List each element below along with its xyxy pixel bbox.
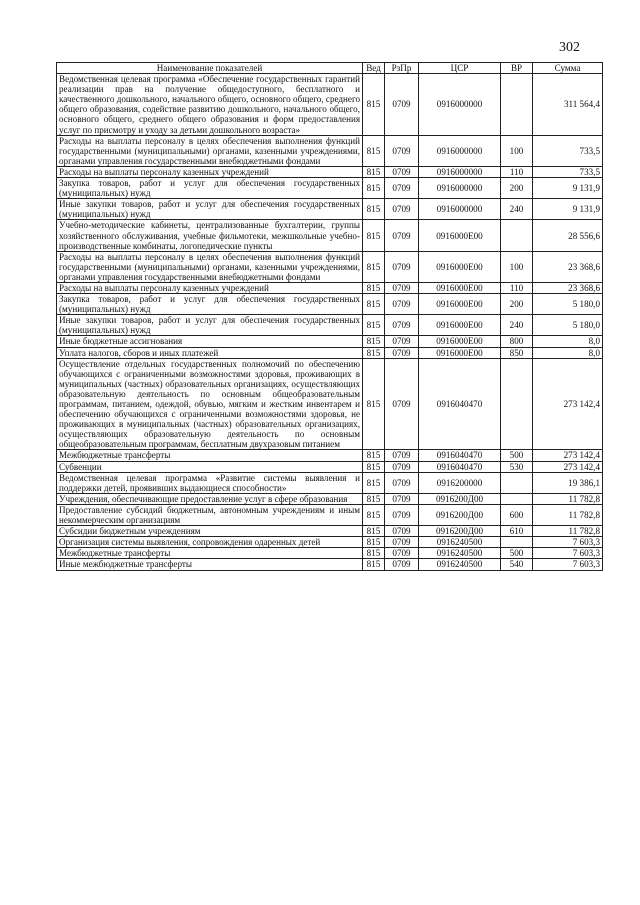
header-ved: Вед	[363, 63, 385, 74]
table-row	[57, 135, 603, 166]
cell-rzpr: 0709	[385, 294, 419, 315]
cell-sum: 733,5	[533, 166, 603, 177]
cell-name: Иные закупки товаров, работ и услуг для обеспечения государственных (муниципальных) нужд	[57, 315, 363, 336]
cell-rzpr: 0709	[385, 199, 419, 220]
cell-rzpr: 0709	[385, 251, 419, 282]
cell-csr: 0916000000	[419, 166, 501, 177]
cell-ved: 815	[363, 74, 385, 136]
cell-rzpr: 0709	[385, 504, 419, 525]
cell-sum: 273 142,4	[533, 461, 603, 472]
cell-sum: 23 368,6	[533, 251, 603, 282]
cell-csr: 0916000Е00	[419, 315, 501, 336]
cell-sum: 733,5	[533, 135, 603, 166]
cell-name: Иные бюджетные ассигнования	[57, 336, 363, 347]
cell-sum: 11 782,8	[533, 504, 603, 525]
cell-ved: 815	[363, 358, 385, 450]
cell-name: Учебно-методические кабинеты, централизованные бухгалтерии, группы хозяйственного обслуживания, учебные фильмотеки, межшкольные учебно-производственные комбинаты, логопедические пункты	[57, 220, 363, 251]
cell-csr: 0916200Д00	[419, 493, 501, 504]
cell-rzpr: 0709	[385, 461, 419, 472]
cell-sum: 7 603,3	[533, 548, 603, 559]
cell-vr: 600	[501, 504, 533, 525]
cell-ved: 815	[363, 450, 385, 461]
table-row	[57, 166, 603, 177]
cell-ved: 815	[363, 166, 385, 177]
cell-sum: 311 564,4	[533, 74, 603, 136]
cell-csr: 0916000Е00	[419, 282, 501, 293]
cell-csr: 0916200000	[419, 472, 501, 493]
cell-sum: 19 386,1	[533, 472, 603, 493]
cell-name: Расходы на выплаты персоналу казенных учреждений	[57, 282, 363, 293]
cell-csr: 0916000000	[419, 135, 501, 166]
table-row	[57, 450, 603, 461]
cell-sum: 11 782,8	[533, 493, 603, 504]
cell-csr: 0916040470	[419, 450, 501, 461]
cell-vr: 610	[501, 526, 533, 537]
cell-vr: 850	[501, 347, 533, 358]
table-row	[57, 347, 603, 358]
cell-rzpr: 0709	[385, 74, 419, 136]
cell-ved: 815	[363, 526, 385, 537]
cell-sum: 273 142,4	[533, 450, 603, 461]
cell-vr: 200	[501, 294, 533, 315]
cell-rzpr: 0709	[385, 493, 419, 504]
cell-rzpr: 0709	[385, 537, 419, 548]
cell-name: Межбюджетные трансферты	[57, 548, 363, 559]
cell-csr: 0916000000	[419, 178, 501, 199]
cell-rzpr: 0709	[385, 358, 419, 450]
cell-csr: 0916040470	[419, 358, 501, 450]
cell-vr	[501, 493, 533, 504]
cell-sum: 7 603,3	[533, 559, 603, 570]
cell-csr: 0916240500	[419, 537, 501, 548]
header-sum: Сумма	[533, 63, 603, 74]
cell-sum: 9 131,9	[533, 199, 603, 220]
cell-ved: 815	[363, 336, 385, 347]
cell-name: Расходы на выплаты персоналу в целях обеспечения выполнения функций государственными (муниципальными) органами, казенными учреждениями, органами управления государственными внебюджетными фондами	[57, 251, 363, 282]
header-vr: ВР	[501, 63, 533, 74]
cell-name: Иные закупки товаров, работ и услуг для обеспечения государственных (муниципальных) нужд	[57, 199, 363, 220]
cell-csr: 0916000Е00	[419, 220, 501, 251]
table-row	[57, 537, 603, 548]
cell-ved: 815	[363, 315, 385, 336]
cell-rzpr: 0709	[385, 178, 419, 199]
cell-vr	[501, 472, 533, 493]
cell-name: Межбюджетные трансферты	[57, 450, 363, 461]
table-body	[57, 74, 603, 570]
cell-vr	[501, 537, 533, 548]
table-row	[57, 336, 603, 347]
cell-vr: 500	[501, 548, 533, 559]
cell-csr: 0916000Е00	[419, 347, 501, 358]
cell-name: Субсидии бюджетным учреждениям	[57, 526, 363, 537]
table-row	[57, 74, 603, 136]
cell-name: Учреждения, обеспечивающие предоставление услуг в сфере образования	[57, 493, 363, 504]
cell-csr: 0916240500	[419, 559, 501, 570]
cell-name: Расходы на выплаты персоналу в целях обеспечения выполнения функций государственными (муниципальными) органами, казенными учреждениями, органами управления государственными внебюджетными фондами	[57, 135, 363, 166]
cell-ved: 815	[363, 461, 385, 472]
cell-csr: 0916000Е00	[419, 251, 501, 282]
cell-name: Уплата налогов, сборов и иных платежей	[57, 347, 363, 358]
cell-rzpr: 0709	[385, 315, 419, 336]
cell-ved: 815	[363, 220, 385, 251]
cell-name: Закупка товаров, работ и услуг для обеспечения государственных (муниципальных) нужд	[57, 178, 363, 199]
cell-name: Расходы на выплаты персоналу казенных учреждений	[57, 166, 363, 177]
header-csr: ЦСР	[419, 63, 501, 74]
table-row	[57, 251, 603, 282]
cell-rzpr: 0709	[385, 559, 419, 570]
cell-csr: 0916000000	[419, 199, 501, 220]
cell-csr: 0916200Д00	[419, 504, 501, 525]
cell-vr: 200	[501, 178, 533, 199]
cell-vr: 110	[501, 282, 533, 293]
cell-vr: 100	[501, 251, 533, 282]
cell-ved: 815	[363, 347, 385, 358]
table-row	[57, 294, 603, 315]
cell-name: Организация системы выявления, сопровождения одаренных детей	[57, 537, 363, 548]
cell-vr: 110	[501, 166, 533, 177]
cell-name: Закупка товаров, работ и услуг для обеспечения государственных (муниципальных) нужд	[57, 294, 363, 315]
cell-sum: 7 603,3	[533, 537, 603, 548]
table-row	[57, 282, 603, 293]
cell-rzpr: 0709	[385, 336, 419, 347]
table-row	[57, 548, 603, 559]
cell-rzpr: 0709	[385, 282, 419, 293]
cell-name: Ведомственная целевая программа «Развитие системы выявления и поддержки детей, проявивших выдающиеся способности»	[57, 472, 363, 493]
cell-vr: 100	[501, 135, 533, 166]
cell-sum: 8,0	[533, 336, 603, 347]
cell-sum: 8,0	[533, 347, 603, 358]
cell-ved: 815	[363, 559, 385, 570]
cell-rzpr: 0709	[385, 472, 419, 493]
header-name: Наименование показателей	[57, 63, 363, 74]
cell-rzpr: 0709	[385, 548, 419, 559]
table-header-row	[57, 63, 603, 74]
cell-vr	[501, 74, 533, 136]
cell-name: Предоставление субсидий бюджетным, автономным учреждениям и иным некоммерческим организациям	[57, 504, 363, 525]
cell-ved: 815	[363, 135, 385, 166]
cell-name: Иные межбюджетные трансферты	[57, 559, 363, 570]
cell-ved: 815	[363, 504, 385, 525]
table-row	[57, 559, 603, 570]
cell-rzpr: 0709	[385, 526, 419, 537]
budget-table	[56, 62, 603, 571]
cell-vr: 240	[501, 315, 533, 336]
cell-ved: 815	[363, 472, 385, 493]
cell-rzpr: 0709	[385, 166, 419, 177]
cell-ved: 815	[363, 548, 385, 559]
cell-vr: 530	[501, 461, 533, 472]
cell-sum: 5 180,0	[533, 294, 603, 315]
table-row	[57, 220, 603, 251]
cell-ved: 815	[363, 282, 385, 293]
cell-sum: 9 131,9	[533, 178, 603, 199]
table-row	[57, 472, 603, 493]
cell-ved: 815	[363, 493, 385, 504]
cell-csr: 0916000Е00	[419, 294, 501, 315]
cell-sum: 28 556,6	[533, 220, 603, 251]
cell-vr	[501, 358, 533, 450]
cell-csr: 0916000000	[419, 74, 501, 136]
cell-rzpr: 0709	[385, 220, 419, 251]
cell-ved: 815	[363, 537, 385, 548]
table-row	[57, 493, 603, 504]
cell-ved: 815	[363, 251, 385, 282]
cell-ved: 815	[363, 294, 385, 315]
cell-vr: 540	[501, 559, 533, 570]
table-row	[57, 461, 603, 472]
cell-csr: 0916200Д00	[419, 526, 501, 537]
cell-rzpr: 0709	[385, 450, 419, 461]
cell-sum: 5 180,0	[533, 315, 603, 336]
cell-csr: 0916240500	[419, 548, 501, 559]
header-rzpr: РзПр	[385, 63, 419, 74]
cell-vr: 240	[501, 199, 533, 220]
table-row	[57, 526, 603, 537]
cell-ved: 815	[363, 178, 385, 199]
cell-name: Ведомственная целевая программа «Обеспечение государственных гарантий реализации прав на получение общедоступного, бесплатного и качественного дошкольного, начального общего, основного общего, среднего общего образования, содействие развитию дошкольного, начального общего, основного общего, среднего общего образования и форм предоставления услуг по присмотру и уходу за детьми дошкольного возраста»	[57, 74, 363, 136]
cell-sum: 11 782,8	[533, 526, 603, 537]
table-row	[57, 315, 603, 336]
cell-vr: 500	[501, 450, 533, 461]
page-number: 302	[559, 40, 580, 55]
cell-sum: 273 142,4	[533, 358, 603, 450]
cell-name: Осуществление отдельных государственных полномочий по обеспечению обучающихся с ограниченными возможностями здоровья, проживающих в муниципальных (частных) образовательных организациях, осуществляющих образовательную деятельность по основным общеобразовательным программам, питанием, одеждой, обувью, мягким и жестким инвентарем и обеспечению обучающихся с ограниченными возможностями здоровья, не проживающих в муниципальных (частных) образовательных организациях, осуществляющих образовательную деятельность по основным общеобразовательным программам, бесплатным двухразовым питанием	[57, 358, 363, 450]
table-row	[57, 358, 603, 450]
table-row	[57, 178, 603, 199]
table-row	[57, 199, 603, 220]
cell-csr: 0916040470	[419, 461, 501, 472]
cell-rzpr: 0709	[385, 135, 419, 166]
cell-csr: 0916000Е00	[419, 336, 501, 347]
cell-ved: 815	[363, 199, 385, 220]
cell-vr: 800	[501, 336, 533, 347]
cell-rzpr: 0709	[385, 347, 419, 358]
cell-name: Субвенции	[57, 461, 363, 472]
table-row	[57, 504, 603, 525]
cell-sum: 23 368,6	[533, 282, 603, 293]
cell-vr	[501, 220, 533, 251]
